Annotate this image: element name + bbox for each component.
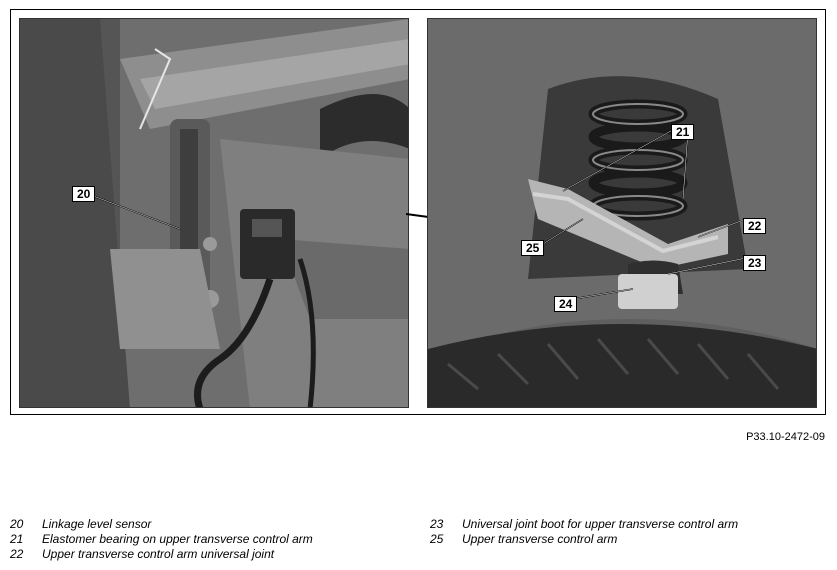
legend-text: Elastomer bearing on upper transverse control arm xyxy=(42,532,313,546)
legend-text: Linkage level sensor xyxy=(42,517,152,531)
legend-text: Upper transverse control arm universal joint xyxy=(42,547,275,561)
left-photo-linkage-sensor xyxy=(19,18,409,408)
legend-column-2 xyxy=(430,517,738,547)
callout-20: 20 xyxy=(72,186,95,202)
legend-number: 22 xyxy=(10,547,24,561)
legend-item xyxy=(10,547,313,562)
legend-text: Upper transverse control arm xyxy=(462,532,618,546)
legend-column-1 xyxy=(10,517,313,562)
legend-number: 21 xyxy=(10,532,24,546)
legend-text: Universal joint boot for upper transverse control arm xyxy=(462,517,739,531)
legend-number: 20 xyxy=(10,517,24,531)
legend-number: 25 xyxy=(430,532,444,546)
callout-24: 24 xyxy=(554,296,577,312)
callout-23: 23 xyxy=(743,255,766,271)
legend-item xyxy=(10,532,313,547)
figure-frame xyxy=(10,9,826,415)
left-photo-illustration xyxy=(20,19,409,408)
legend-item xyxy=(10,517,313,532)
right-photo-control-arm xyxy=(427,18,817,408)
legend-item xyxy=(430,532,738,547)
legend-item xyxy=(430,517,738,532)
callout-21: 21 xyxy=(671,124,694,140)
callout-22: 22 xyxy=(743,218,766,234)
legend-number: 23 xyxy=(430,517,444,531)
callout-25: 25 xyxy=(521,240,544,256)
right-photo-illustration xyxy=(428,19,817,408)
figure-reference: P33.10-2472-09 xyxy=(746,431,825,443)
